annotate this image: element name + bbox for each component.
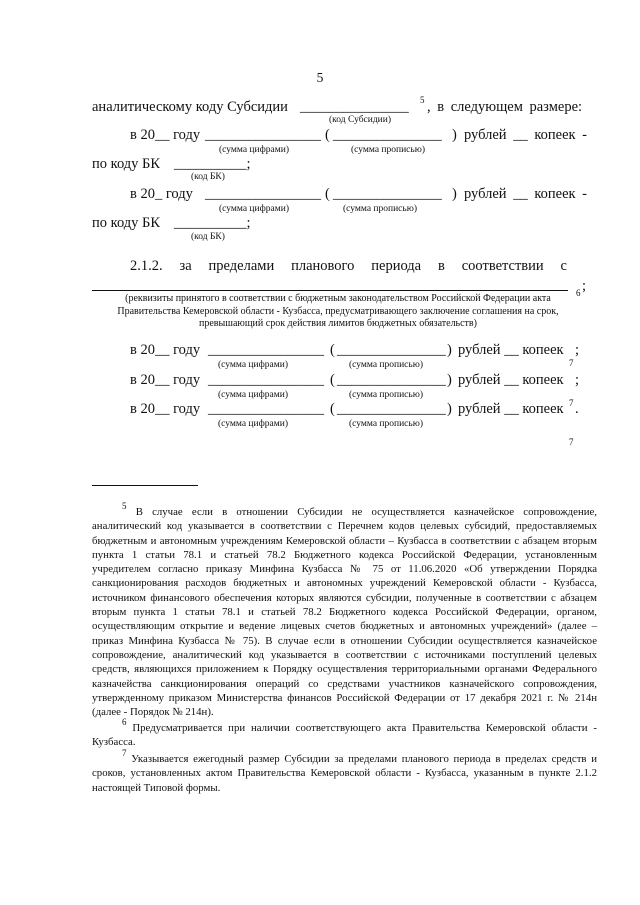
act-details-caption — [92, 293, 584, 331]
paren-open: ( — [330, 372, 335, 388]
paren-open: ( — [325, 186, 330, 202]
amount-digits-blank: ________________ — [208, 401, 324, 417]
paren-open: ( — [330, 401, 335, 417]
footnote-mark: 7 — [122, 748, 127, 758]
footnote-ref-5: 5 — [420, 95, 425, 105]
year-row-prefix: в 20_ году — [130, 186, 193, 202]
caption-words: (сумма прописью) — [349, 419, 423, 429]
section-number: 2.1.2. — [130, 258, 163, 274]
caption-digits: (сумма цифрами) — [218, 360, 288, 370]
footnote-5 — [92, 501, 597, 719]
amount-digits-blank: ________________ — [205, 186, 321, 202]
bk-label: по коду БК — [92, 156, 161, 172]
caption-digits: (сумма цифрами) — [218, 419, 288, 429]
caption-words: (сумма прописью) — [343, 204, 417, 214]
caption-words: (сумма прописью) — [349, 390, 423, 400]
line1-text: аналитическому коду Субсидии — [92, 99, 288, 115]
footnote-separator — [92, 485, 198, 486]
subsidy-code-caption: (код Субсидии) — [329, 115, 392, 125]
section-word: периода — [371, 258, 422, 274]
footnote-6 — [92, 717, 597, 750]
line1-tail: , в следующем размере: — [427, 99, 583, 115]
footnote-ref-7: 7 — [569, 437, 574, 447]
caption-words: (сумма прописью) — [351, 145, 425, 155]
year-row-prefix: в 20__ году — [130, 401, 201, 417]
caption-line: (реквизиты принятого в соответствии с бюджетным законодательством Российской Федерации акта — [125, 293, 551, 304]
amount-digits-blank: ________________ — [205, 127, 321, 143]
bk-blank: __________; — [174, 156, 251, 172]
caption-line: Правительства Кемеровской области - Кузбасса, предусматривающего заключение соглашения на срок, — [117, 305, 559, 317]
footnote-body: Указывается ежегодный размер Субсидии за пределами планового периода в пределах средств и сроков, установленных актом Правительства Кемеровской области - Кузбасса, указанным в пункте 2.1.2 настоящей Типовой формы. — [92, 753, 598, 794]
caption-line: превышающий срок действия лимитов бюджетных обязательств) — [199, 318, 477, 330]
bk-blank: __________; — [174, 215, 251, 231]
row-end: . — [575, 401, 579, 417]
section-heading — [130, 258, 567, 275]
section-word: соответствии — [461, 258, 544, 274]
footnote-ref-6: 6 — [576, 288, 581, 298]
paren-close: ) — [447, 372, 452, 388]
row-end: ; — [575, 372, 580, 388]
section-end: ; — [582, 278, 587, 294]
amount-digits-blank: ________________ — [208, 372, 324, 388]
rubles-kopecks: рублей __ копеек — [458, 401, 564, 417]
bk-caption: (код БК) — [191, 232, 225, 242]
rubles-kopecks: рублей __ копеек — [458, 372, 564, 388]
paren-open: ( — [330, 342, 335, 358]
rubles-kopecks: рублей __ копеек - — [464, 186, 588, 202]
year-row-prefix: в 20__ году — [130, 372, 201, 388]
bk-label: по коду БК — [92, 215, 161, 231]
section-word: с — [560, 258, 567, 274]
act-details-line — [92, 290, 568, 291]
section-word: в — [438, 258, 445, 274]
paren-close: ) — [452, 186, 457, 202]
subsidy-code-blank: _______________ — [300, 99, 409, 115]
footnote-mark: 6 — [122, 717, 127, 727]
footnote-body: В случае если в отношении Субсидии не осуществляется казначейское сопровождение, аналитический код указывается в соответствии с Перечнем кодов целевых субсидий, предоставляемых бюджетным и автономным учреждениям Кемеровской области – Кузбасса в соответствии с абзацем вторым пункта 1 статьи 78.1 и статьей 78.2 Бюджетного кодекса Российской Федерации, установленным учредителем согласно приказу Минфина Кузбасса № 75 от 11.06.2020 «Об утверждении Порядка санкционирования расходов бюджетных и автономных учреждений Кемеровской области - Кузбасса, источником финансового обеспечения которых являются субсидии, полученные в соответствии с абзацем вторым пункта 1 статьи 78.1 и статьей 78.2 Бюджетного кодекса Российской Федерации, органом, осуществляющим открытие и ведение лицевых счетов бюджетных и автономных учреждений» (далее – приказ Минфина Кузбасса № 75). В случае если в отношении Субсидии осуществляется казначейское сопровождение, аналитический код указывается в соответствии с источниками поступлений целевых средств, являющихся приложением к Порядку осуществления территориальными органами Федерального казначейства санкционирования операций со средствами участников казначейского сопровождения, утвержденному приказом Министерства финансов Российской Федерации от 17 декабря 2021 г. № 214н (далее - Порядок № 214н). — [92, 506, 597, 719]
rubles-kopecks: рублей __ копеек - — [464, 127, 588, 143]
paren-close: ) — [452, 127, 457, 143]
amount-words-blank: _______________ — [337, 342, 446, 358]
footnote-mark: 5 — [122, 501, 127, 511]
rubles-kopecks: рублей __ копеек — [458, 342, 564, 358]
amount-words-blank: _______________ — [337, 401, 446, 417]
amount-words-blank: _______________ — [337, 372, 446, 388]
footnote-ref-7: 7 — [569, 358, 574, 368]
page-number: 5 — [316, 70, 324, 85]
amount-words-blank: _______________ — [333, 127, 442, 143]
paren-close: ) — [447, 401, 452, 417]
year-row-prefix: в 20__ году — [130, 342, 201, 358]
amount-digits-blank: ________________ — [208, 342, 324, 358]
section-word: за — [179, 258, 192, 274]
caption-words: (сумма прописью) — [349, 360, 423, 370]
paren-open: ( — [325, 127, 330, 143]
row-end: ; — [575, 342, 580, 358]
year-row-prefix: в 20__ году — [130, 127, 201, 143]
footnote-ref-7: 7 — [569, 398, 574, 408]
amount-words-blank: _______________ — [333, 186, 442, 202]
caption-digits: (сумма цифрами) — [219, 204, 289, 214]
footnote-7 — [92, 748, 598, 795]
footnote-body: Предусматривается при наличии соответствующего акта Правительства Кемеровской области - Кузбасса. — [92, 722, 597, 749]
section-word: пределами — [208, 258, 275, 274]
caption-digits: (сумма цифрами) — [218, 390, 288, 400]
bk-caption: (код БК) — [191, 172, 225, 182]
caption-digits: (сумма цифрами) — [219, 145, 289, 155]
section-word: планового — [291, 258, 355, 274]
paren-close: ) — [447, 342, 452, 358]
